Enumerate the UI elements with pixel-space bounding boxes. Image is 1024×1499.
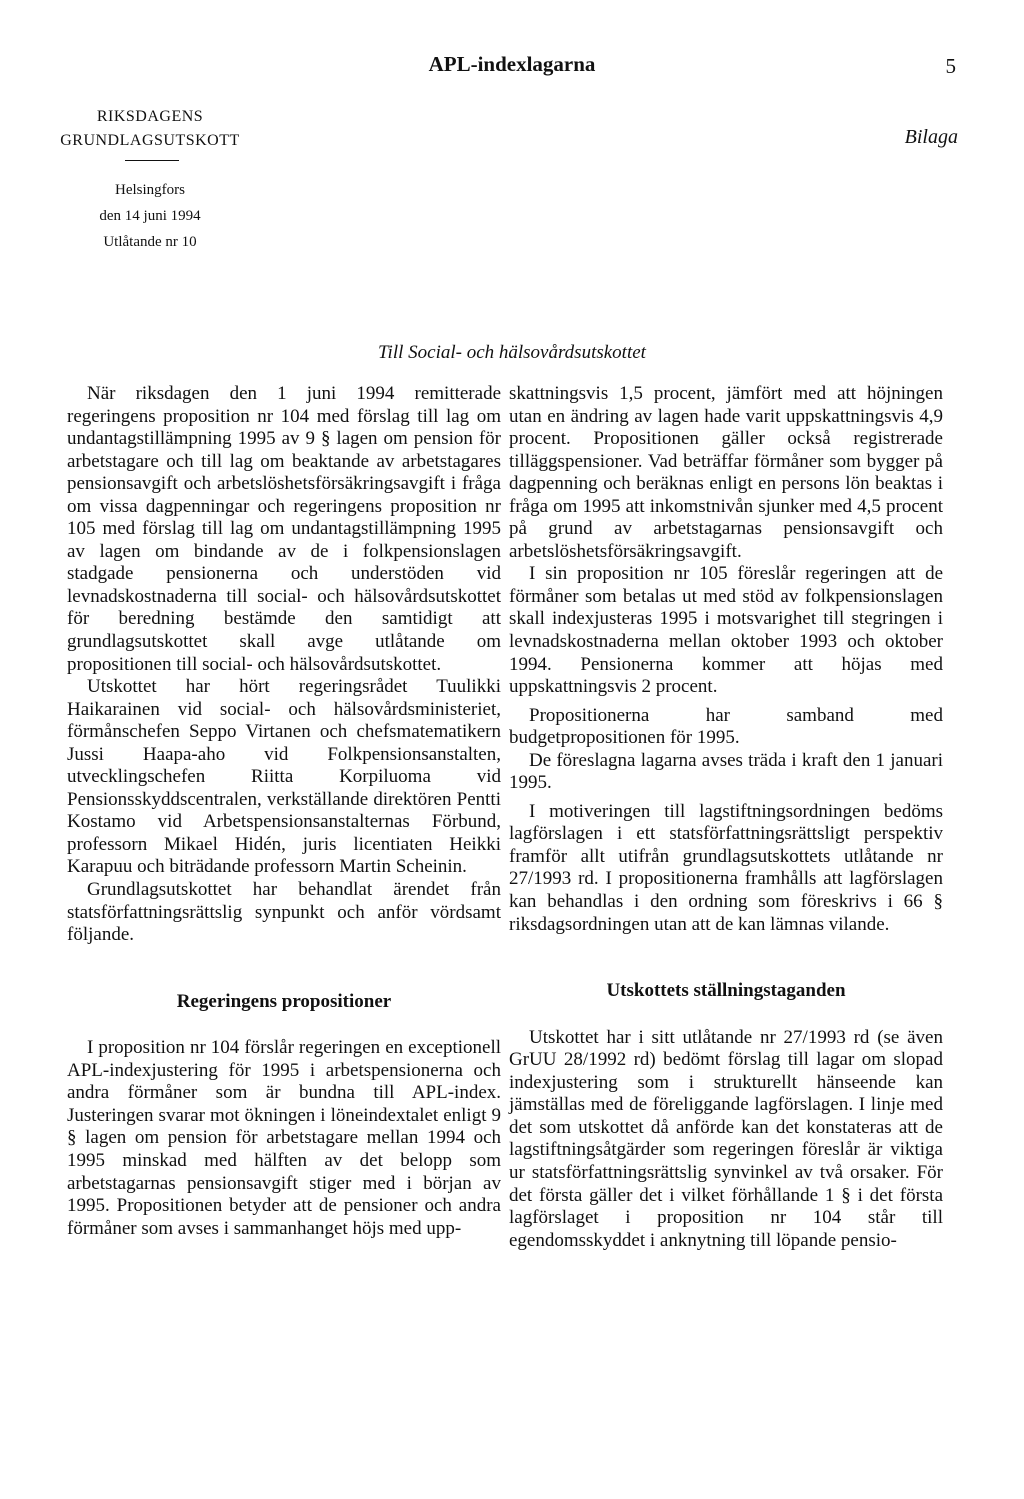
paragraph: Grundlagsutskottet har behandlat ärendet från statsförfattningsrättslig synpunkt och anför vördsamt följande. <box>67 879 501 946</box>
paragraph: I motiveringen till lagstiftningsordningen bedöms lagförslagen i ett statsförfattningsrättsligt perspektiv framför allt utifrån grundlagsutskottets utlåtande nr 27/1993 rd. I propositionerna framhålls att lagförslagen kan behandlas i den ordning som föreskrivs i 66 § riksdagsordningen utan att de kan lämnas vilande. <box>509 800 943 935</box>
paragraph: I sin proposition nr 105 föreslår regeringen att de förmåner som betalas ut med stöd av folkpensionslagen skall indexjusteras 1995 i motsvarighet till stegringen i levnadskostnaderna mellan oktober 1993 och oktober 1994. Pensionerna kommer att höjas med uppskattningsvis 2 procent. <box>509 563 943 698</box>
right-column <box>509 383 943 1252</box>
paragraph: När riksdagen den 1 juni 1994 remitterade regeringens proposition nr 104 med förslag till lag om undantagstillämpning 1995 av 9 § lagen om pension för arbetstagare och till lag om beaktande av arbetstagares pensionsavgift och arbetslöshetsförsäkringsavgift i fråga om vissa dagpenningar och regeringens proposition nr 105 med förslag till lag om undantagstillämpning 1995 av lagen om bindande av de i folkpensionslagen stadgade pensionerna och understöden vid levnadskostnaderna till social- och hälsovårdsutskottet för beredning bestämde den samtidigt att grundlagsutskottet skall avge utlåtande om propositionen till social- och hälsovårdsutskottet. <box>67 383 501 675</box>
paragraph: Propositionerna har samband med budgetpropositionen för 1995. <box>509 704 943 749</box>
addressee: Till Social- och hälsovårdsutskottet <box>378 342 646 363</box>
meta-statement: Utlåtande nr 10 <box>103 234 197 250</box>
committee-line-1: RIKSDAGENS <box>96 108 204 125</box>
running-title: APL-indexlagarna <box>428 52 596 76</box>
appendix-label: Bilaga <box>904 126 958 148</box>
paragraph: I proposition nr 104 förslår regeringen en exceptionell APL-indexjustering för 1995 i arbetspensionerna och andra förmåner som är bundna till APL-index. Justeringen svarar mot ökningen i löneindextalet enligt 9 § lagen om pension för arbetstagare mellan 1994 och 1995 minskad med hälften av det belopp som arbetstagarnas pensionsavgift stiger med i början av 1995. Propositionen betyder att de pensioner och andra förmåner som avses i sammanhanget höjs med upp- <box>67 1037 501 1239</box>
committee-name <box>44 105 256 153</box>
committee-line-2: GRUNDLAGSUTSKOTT <box>60 132 240 149</box>
page-number: 5 <box>945 54 956 78</box>
paragraph: De föreslagna lagarna avses träda i kraft den 1 januari 1995. <box>509 749 943 794</box>
document-meta <box>44 177 256 255</box>
section-heading: Utskottets ställningstaganden <box>606 980 846 1002</box>
left-column <box>67 383 501 1240</box>
meta-date: den 14 juni 1994 <box>99 208 201 224</box>
meta-place: Helsingfors <box>115 182 185 198</box>
paragraph: Utskottet har hört regeringsrådet Tuulikki Haikarainen vid social- och hälsovårdsministeriet, förmånschefen Seppo Virtanen och chefsmatematikern Jussi Haapa-aho vid Folkpensionsanstalten, utvecklingschefen Riitta Korpiluoma vid Pensionsskyddscentralen, verkställande direktören Pentti Kostamo vid Arbetspensionsanstalternas Förbund, professorn Mikael Hidén, juris licentiaten Heikki Karapuu och biträdande professorn Martin Scheinin. <box>67 676 501 878</box>
header-divider <box>125 160 179 161</box>
paragraph: skattningsvis 1,5 procent, jämfört med att höjningen utan en ändring av lagen hade varit uppskattningsvis 4,9 procent. Propositionen gäller också registrerade tilläggspensioner. Vad beträffar förmåner som bygger på dagpenning och beräknas enligt en persons lön beaktas i fråga om 1995 att inkomstnivån sjunker med 4,5 procent på grund av arbetstagarnas pensionsavgift och arbetslöshetsförsäkringsavgift. <box>509 383 943 562</box>
paragraph: Utskottet har i sitt utlåtande nr 27/1993 rd (se även GrUU 28/1992 rd) bedömt förslag till lagar om slopad indexjustering som i strukturellt hänseende kan jämställas med de föreliggande lagförslagen. I linje med det som utskottet då anförde kan det konstateras att de lagstiftningsåtgärder som regeringen föreslår är viktiga ur statsförfattningsrättslig synvinkel av två orsaker. För det första gäller det i vilket förhållande 1 § i det första lagförslaget i proposition nr 104 står till egendomsskyddet i anknytning till löpande pensio- <box>509 1026 943 1251</box>
section-heading: Regeringens propositioner <box>176 990 392 1012</box>
